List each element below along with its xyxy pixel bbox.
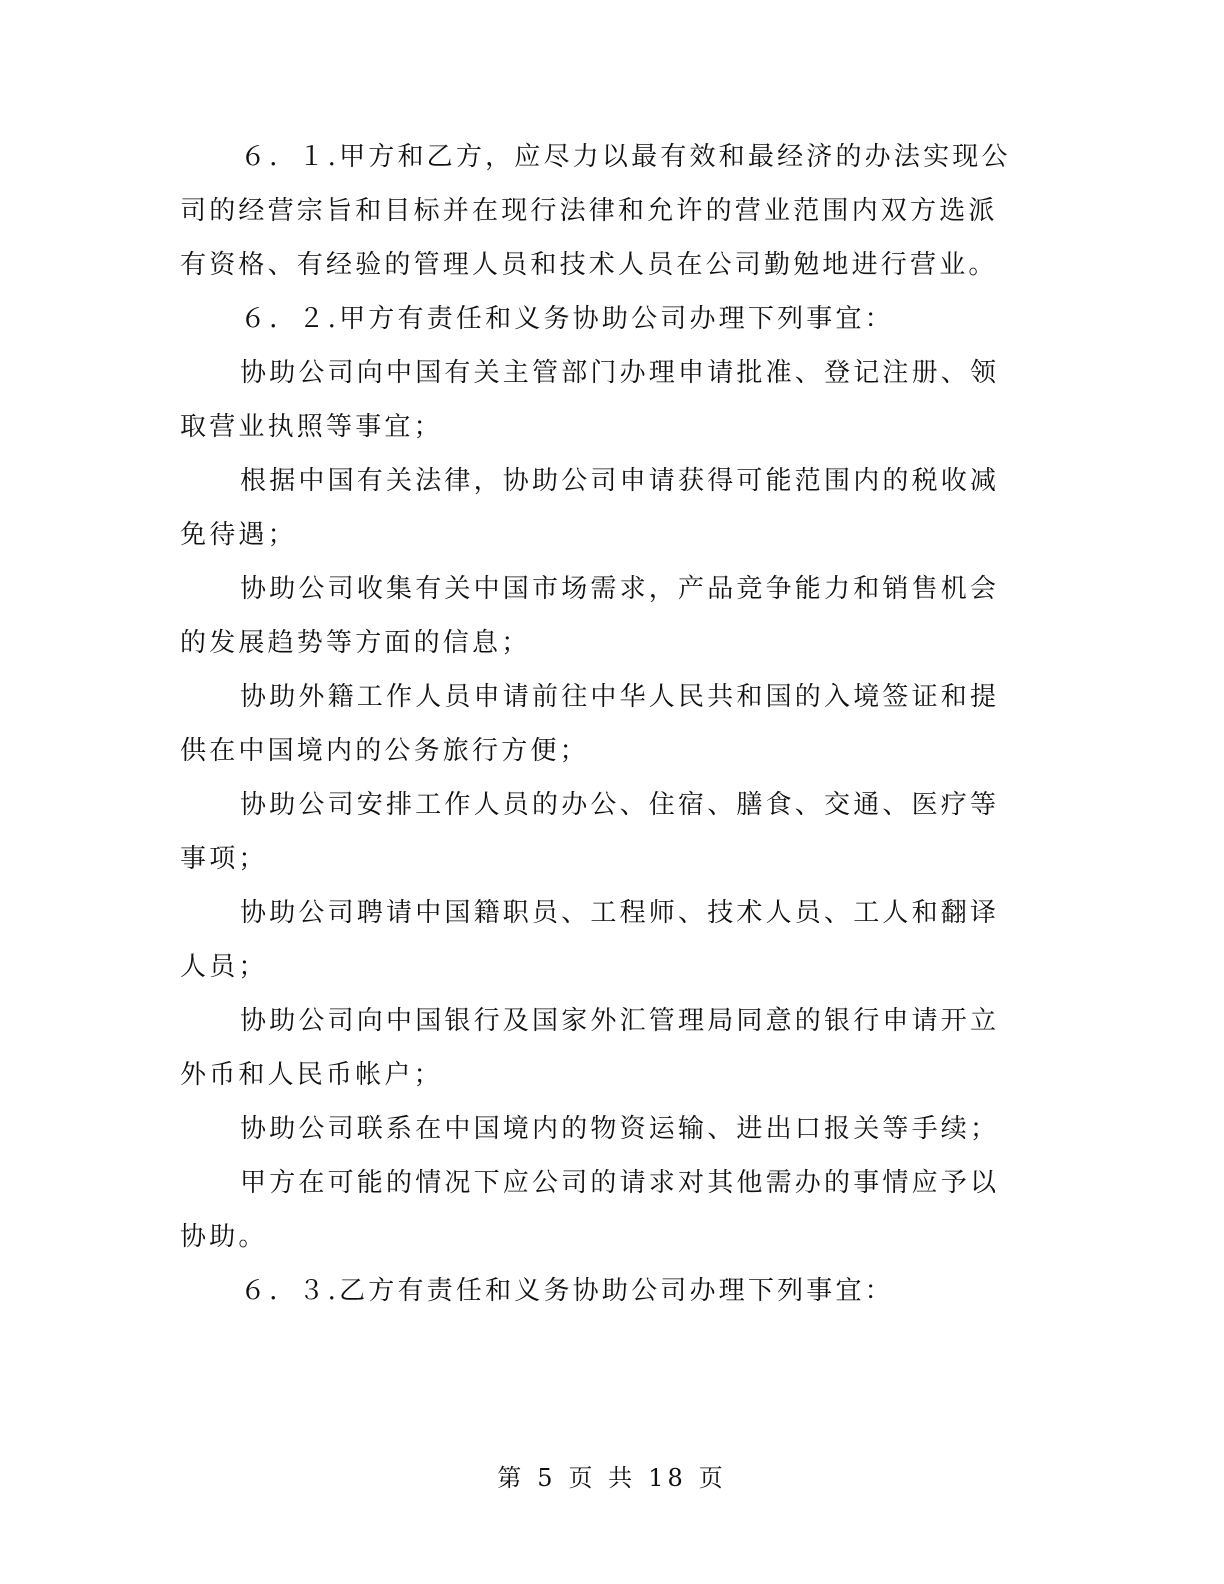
list-item: 协助公司收集有关中国市场需求，产品竞争能力和销售机会的发展趋势等方面的信息；: [180, 574, 1000, 658]
list-item: 根据中国有关法律，协助公司申请获得可能范围内的税收减免待遇；: [180, 466, 1000, 550]
list-item: 协助外籍工作人员申请前往中华人民共和国的入境签证和提供在中国境内的公务旅行方便；: [180, 682, 1000, 766]
clause-6-2-heading: ６．２.甲方有责任和义务协助公司办理下列事宜：: [240, 304, 894, 334]
list-item: 甲方在可能的情况下应公司的请求对其他需办的事情应予以协助。: [180, 1168, 1000, 1252]
list-item: 协助公司联系在中国境内的物资运输、进出口报关等手续；: [240, 1114, 1000, 1144]
clause-6-3-heading: ６．３.乙方有责任和义务协助公司办理下列事宜：: [240, 1276, 894, 1306]
clause-6-1: ６．１.甲方和乙方，应尽力以最有效和最经济的办法实现公司的经营宗旨和目标并在现行法律和允许的营业范围内双方选派有资格、有经验的管理人员和技术人员在公司勤勉地进行营业。: [180, 142, 1011, 280]
footer-prefix: 第: [497, 1464, 526, 1492]
list-item: 协助公司向中国有关主管部门办理申请批准、登记注册、领取营业执照等事宜；: [180, 358, 1000, 442]
list-item: 协助公司安排工作人员的办公、住宿、膳食、交通、医疗等事项；: [180, 790, 1000, 874]
footer-middle: 页 共: [568, 1464, 637, 1492]
document-body: [180, 130, 1020, 1318]
list-item: 协助公司聘请中国籍职员、工程师、技术人员、工人和翻译人员；: [180, 898, 1000, 982]
total-pages: 18: [648, 1464, 687, 1492]
footer-suffix: 页: [698, 1464, 727, 1492]
page-footer: [0, 1458, 1224, 1493]
page-number: 5: [537, 1464, 557, 1492]
list-item: 协助公司向中国银行及国家外汇管理局同意的银行申请开立外币和人民币帐户；: [180, 1006, 1000, 1090]
